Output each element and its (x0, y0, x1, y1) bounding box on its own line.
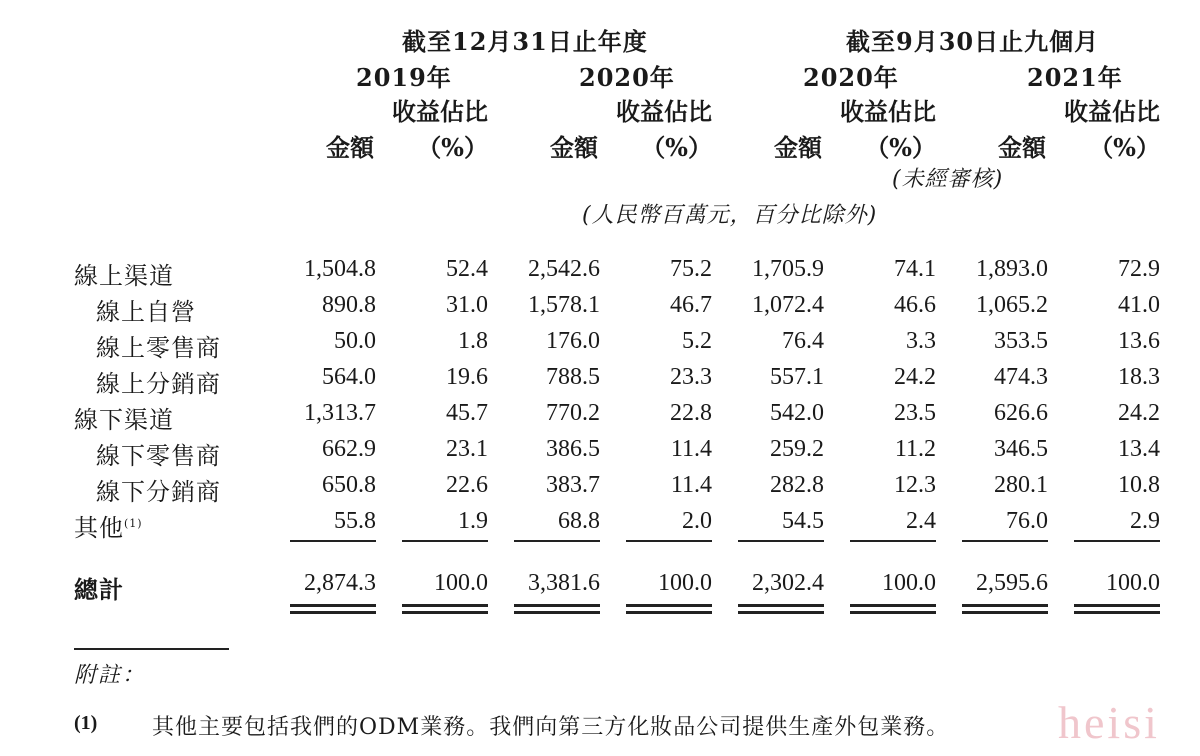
subtotal-rule (514, 540, 600, 542)
amount-cell: 1,065.2 (976, 292, 1048, 318)
percent-cell: 1.8 (458, 328, 488, 354)
header-year-2021-9m: 2021年 (1027, 63, 1123, 92)
subtotal-rule (850, 540, 936, 542)
total-amount-cell: 2,595.6 (976, 570, 1048, 596)
total-double-rule (850, 604, 936, 614)
amount-cell: 1,313.7 (304, 400, 376, 426)
note-number: (1) (74, 712, 98, 734)
percent-cell: 12.3 (894, 472, 936, 498)
header-percent-label: （%） (417, 133, 488, 162)
total-double-rule (626, 604, 712, 614)
percent-cell: 45.7 (446, 400, 488, 426)
total-double-rule (1074, 604, 1160, 614)
percent-cell: 23.3 (670, 364, 712, 390)
amount-cell: 68.8 (558, 508, 600, 534)
amount-cell: 76.4 (782, 328, 824, 354)
notes-divider (74, 648, 229, 650)
amount-cell: 1,578.1 (528, 292, 600, 318)
row-label-others (74, 508, 143, 543)
subtotal-rule (290, 540, 376, 542)
total-double-rule (962, 604, 1048, 614)
percent-cell: 31.0 (446, 292, 488, 318)
amount-cell: 1,504.8 (304, 256, 376, 282)
subtotal-rule (1074, 540, 1160, 542)
note-text: 其他主要包括我們的ODM業務。我們向第三方化妝品公司提供生產外包業務。 (152, 715, 950, 740)
total-double-rule (402, 604, 488, 614)
total-amount-cell: 2,302.4 (752, 570, 824, 596)
percent-cell: 13.4 (1118, 436, 1160, 462)
total-percent-cell: 100.0 (434, 570, 488, 596)
amount-cell: 176.0 (546, 328, 600, 354)
amount-cell: 353.5 (994, 328, 1048, 354)
watermark: heisi (1058, 697, 1160, 748)
row-label-offline-retailers: 線下零售商 (96, 442, 221, 470)
row-label-online-self-operated: 線上自營 (96, 298, 196, 326)
header-amount-label: 金額 (774, 133, 822, 162)
amount-cell: 662.9 (322, 436, 376, 462)
unit-note: (人民幣百萬元，百分比除外) (582, 203, 878, 228)
header-amount-label: 金額 (998, 133, 1046, 162)
subtotal-rule (402, 540, 488, 542)
row-label-online-retailers: 線上零售商 (96, 334, 221, 362)
row-label-others-text: 其他 (74, 514, 124, 542)
percent-cell: 22.8 (670, 400, 712, 426)
total-percent-cell: 100.0 (658, 570, 712, 596)
subtotal-rule (738, 540, 824, 542)
percent-cell: 75.2 (670, 256, 712, 282)
header-ratio-label: 收益佔比 (392, 97, 488, 126)
header-amount-label: 金額 (550, 133, 598, 162)
percent-cell: 74.1 (894, 256, 936, 282)
header-ratio-label: 收益佔比 (1064, 97, 1160, 126)
total-amount-cell: 3,381.6 (528, 570, 600, 596)
percent-cell: 1.9 (458, 508, 488, 534)
percent-cell: 72.9 (1118, 256, 1160, 282)
percent-cell: 2.0 (682, 508, 712, 534)
amount-cell: 770.2 (546, 400, 600, 426)
header-ratio-label: 收益佔比 (616, 97, 712, 126)
header-year-2020: 2020年 (579, 63, 675, 92)
header-amount-label: 金額 (326, 133, 374, 162)
amount-cell: 386.5 (546, 436, 600, 462)
percent-cell: 5.2 (682, 328, 712, 354)
amount-cell: 564.0 (322, 364, 376, 390)
header-percent-label: （%） (641, 133, 712, 162)
amount-cell: 626.6 (994, 400, 1048, 426)
amount-cell: 2,542.6 (528, 256, 600, 282)
amount-cell: 890.8 (322, 292, 376, 318)
row-label-offline-channel: 線下渠道 (74, 406, 174, 434)
percent-cell: 11.2 (894, 436, 936, 462)
footnote-ref: (1) (124, 517, 143, 530)
total-percent-cell: 100.0 (1106, 570, 1160, 596)
row-label-offline-distributors: 線下分銷商 (96, 478, 221, 506)
header-group-nine-months: 截至9月30日止九個月 (846, 27, 1100, 56)
percent-cell: 46.7 (670, 292, 712, 318)
amount-cell: 1,893.0 (976, 256, 1048, 282)
percent-cell: 19.6 (446, 364, 488, 390)
amount-cell: 282.8 (770, 472, 824, 498)
percent-cell: 41.0 (1118, 292, 1160, 318)
row-label-total: 總計 (74, 575, 124, 604)
percent-cell: 24.2 (894, 364, 936, 390)
amount-cell: 346.5 (994, 436, 1048, 462)
notes-title: 附註： (74, 663, 147, 688)
subtotal-rule (626, 540, 712, 542)
header-year-2020-9m: 2020年 (803, 63, 899, 92)
row-label-online-channel: 線上渠道 (74, 262, 174, 290)
percent-cell: 13.6 (1118, 328, 1160, 354)
header-percent-label: （%） (865, 133, 936, 162)
amount-cell: 650.8 (322, 472, 376, 498)
percent-cell: 10.8 (1118, 472, 1160, 498)
amount-cell: 55.8 (334, 508, 376, 534)
header-percent-label: （%） (1089, 133, 1160, 162)
percent-cell: 11.4 (670, 472, 712, 498)
amount-cell: 280.1 (994, 472, 1048, 498)
amount-cell: 1,072.4 (752, 292, 824, 318)
percent-cell: 3.3 (906, 328, 936, 354)
header-group-fiscal-year: 截至12月31日止年度 (402, 27, 648, 56)
percent-cell: 18.3 (1118, 364, 1160, 390)
amount-cell: 76.0 (1006, 508, 1048, 534)
header-year-2019: 2019年 (356, 63, 452, 92)
percent-cell: 23.1 (446, 436, 488, 462)
total-double-rule (514, 604, 600, 614)
amount-cell: 259.2 (770, 436, 824, 462)
header-ratio-label: 收益佔比 (840, 97, 936, 126)
percent-cell: 22.6 (446, 472, 488, 498)
percent-cell: 52.4 (446, 256, 488, 282)
amount-cell: 557.1 (770, 364, 824, 390)
amount-cell: 788.5 (546, 364, 600, 390)
percent-cell: 2.9 (1130, 508, 1160, 534)
amount-cell: 383.7 (546, 472, 600, 498)
amount-cell: 50.0 (334, 328, 376, 354)
amount-cell: 542.0 (770, 400, 824, 426)
subtotal-rule (962, 540, 1048, 542)
percent-cell: 2.4 (906, 508, 936, 534)
percent-cell: 46.6 (894, 292, 936, 318)
unaudited-note: (未經審核) (892, 167, 1004, 192)
percent-cell: 23.5 (894, 400, 936, 426)
total-double-rule (290, 604, 376, 614)
amount-cell: 54.5 (782, 508, 824, 534)
row-label-online-distributors: 線上分銷商 (96, 370, 221, 398)
total-double-rule (738, 604, 824, 614)
total-amount-cell: 2,874.3 (304, 570, 376, 596)
total-percent-cell: 100.0 (882, 570, 936, 596)
percent-cell: 24.2 (1118, 400, 1160, 426)
percent-cell: 11.4 (670, 436, 712, 462)
amount-cell: 474.3 (994, 364, 1048, 390)
amount-cell: 1,705.9 (752, 256, 824, 282)
